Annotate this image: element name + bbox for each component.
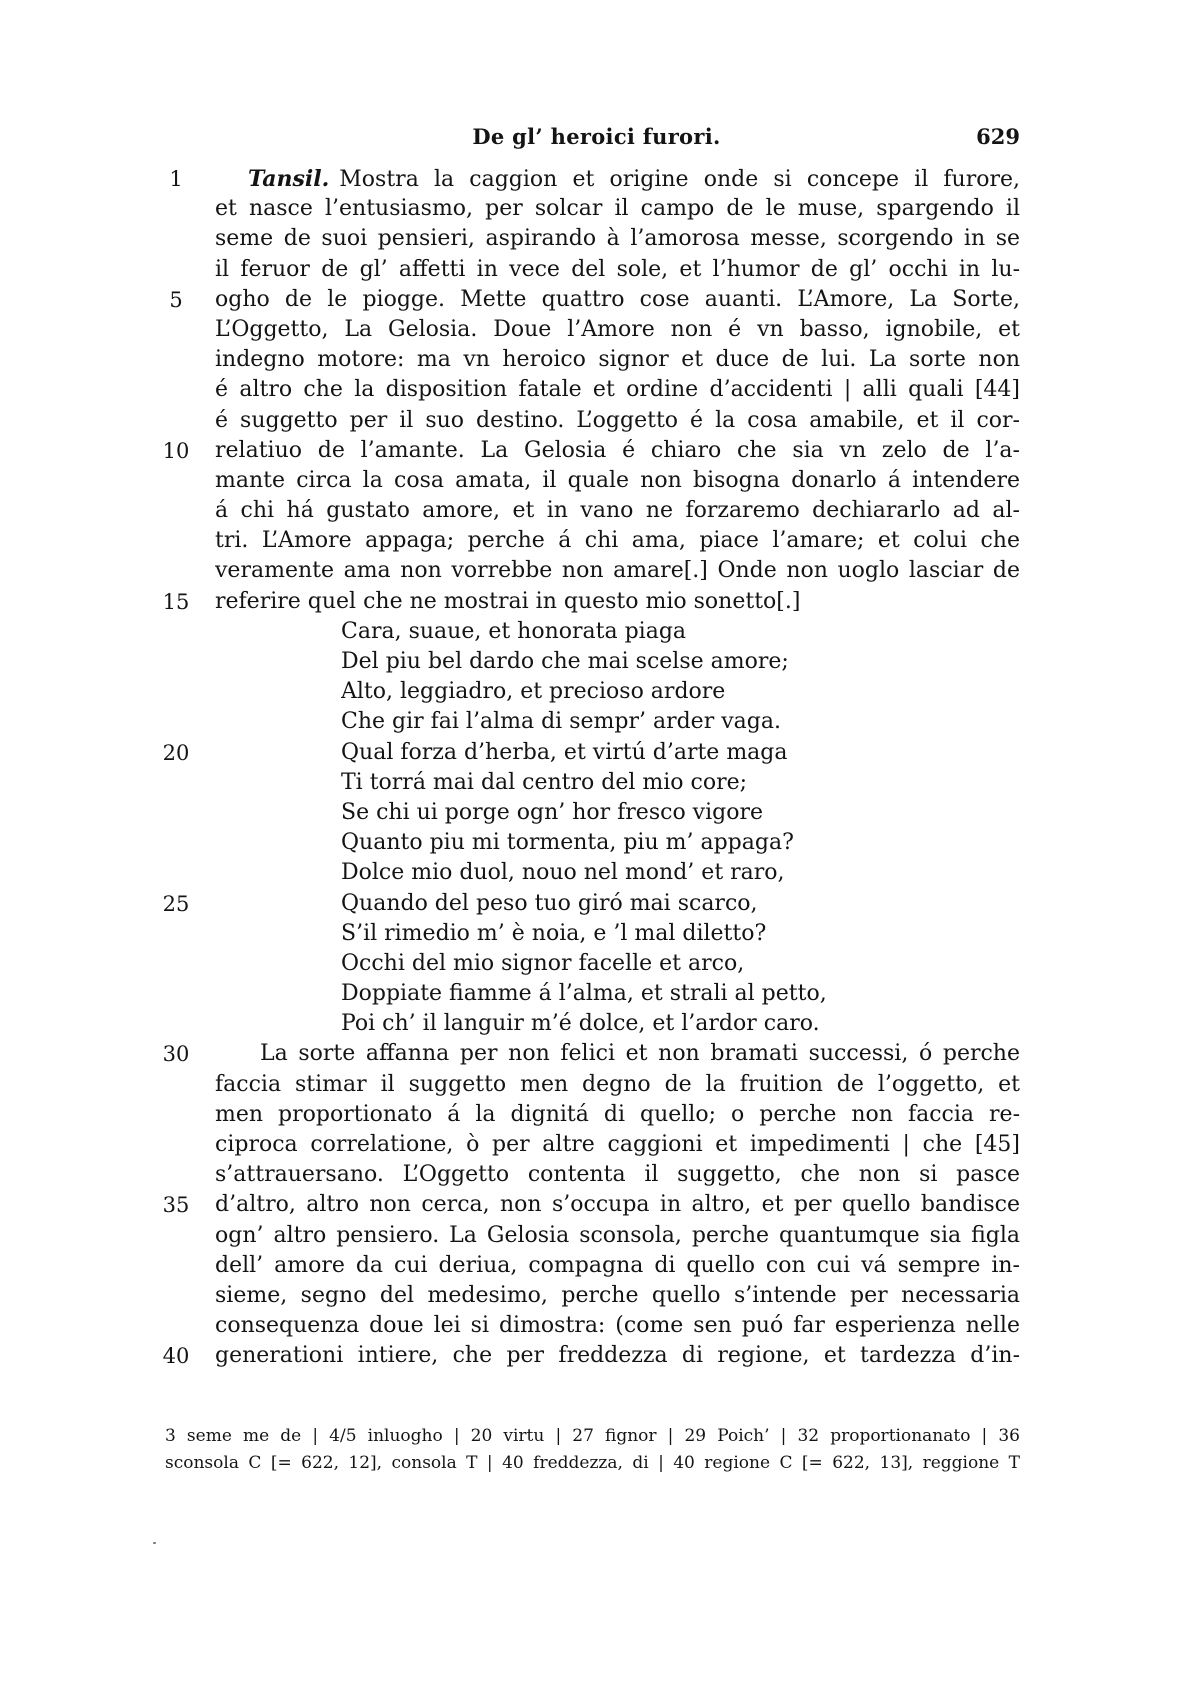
line-text: é altro che la disposition fatale et ordine d’accidenti | alli quali [44] [215, 377, 1020, 403]
main-text [0, 164, 1193, 1372]
line-text: indegno motore: ma vn heroico signor et duce de lui. La sorte non [215, 347, 1020, 373]
line-number: 35 [162, 1193, 190, 1218]
line-text: La sorte affanna per non felici et non bramati successi, ó perche [260, 1041, 1020, 1067]
line-text: veramente ama non vorrebbe non amare[.] Onde non uoglo lasciar de [215, 558, 1020, 584]
verse-text: Del piu bel dardo che mai scelse amore; [341, 649, 789, 674]
verse-text: Dolce mio duol, nouo nel mond’ et raro, [341, 860, 785, 886]
verse-line [0, 647, 1193, 677]
speaker-name: Tansil. [248, 166, 330, 192]
line-text: il feruor de gl’ affetti in vece del sole, et l’humor de gl’ occhi in lu- [215, 256, 1020, 282]
prose-line [0, 1190, 1193, 1220]
prose-line [0, 1100, 1193, 1130]
line-text: mante circa la cosa amata, il quale non bisogna donarlo á intendere [215, 467, 1020, 493]
prose-line [0, 194, 1193, 224]
prose-line [0, 1160, 1193, 1190]
line-text: d’altro, altro non cerca, non s’occupa in altro, et per quello bandisce [215, 1192, 1020, 1218]
line-number: 25 [162, 891, 190, 916]
line-text: ogn’ altro pensiero. La Gelosia sconsola, perche quantumque sia figla [215, 1222, 1020, 1248]
verse-line [0, 828, 1193, 858]
prose-block-2 [0, 1039, 1193, 1371]
line-text: tri. L’Amore appaga; perche á chi ama, piace l’amare; et colui che [215, 528, 1020, 554]
line-text: ogho de le piogge. Mette quattro cose auanti. L’Amore, La Sorte, [215, 286, 1020, 312]
prose-line [0, 255, 1193, 285]
line-text: dell’ amore da cui deriua, compagna di quello con cui vá sempre in- [215, 1252, 1020, 1278]
line-text: á chi há gustato amore, et in vano ne forzaremo dechiararlo ad al- [215, 498, 1020, 524]
critical-apparatus [165, 1423, 1020, 1477]
prose-line [0, 496, 1193, 526]
prose-line [0, 375, 1193, 405]
verse-line [0, 858, 1193, 888]
line-number: 30 [162, 1042, 190, 1067]
verse-text: Alto, leggiadro, et precioso ardore [341, 679, 726, 705]
sonnet [0, 617, 1193, 1040]
line-text: men proportionato á la dignitá di quello; o perche non faccia re- [215, 1101, 1020, 1127]
prose-line [0, 1251, 1193, 1281]
verse-text: Occhi del mio signor facelle et arco, [341, 950, 745, 976]
prose-line [0, 345, 1193, 375]
prose-line [0, 406, 1193, 436]
prose-line [0, 1341, 1193, 1371]
verse-line [0, 919, 1193, 949]
prose-line [0, 526, 1193, 556]
prose-block-1 [0, 164, 1193, 617]
verse-line [0, 949, 1193, 979]
verse-line [0, 1009, 1193, 1039]
verse-line [0, 798, 1193, 828]
prose-line [0, 1281, 1193, 1311]
line-text: referire quel che ne mostrai in questo mio sonetto[.] [215, 588, 801, 614]
prose-line [0, 224, 1193, 254]
prose-line [0, 285, 1193, 315]
line-number: 40 [162, 1344, 190, 1369]
line-text: et nasce l’entusiasmo, per solcar il campo de le muse, spargendo il [215, 196, 1020, 222]
line-text: sieme, segno del medesimo, perche quello s’intende per necessaria [215, 1282, 1020, 1308]
prose-line [0, 1221, 1193, 1251]
line-text: Mostra la caggion et origine onde si concepe il furore, [339, 167, 1020, 192]
line-number: 20 [162, 740, 190, 765]
verse-text: Che gir fai l’alma di sempr’ arder vaga. [341, 709, 781, 735]
verse-line [0, 617, 1193, 647]
prose-line [0, 587, 1193, 617]
ink-speck [153, 1542, 156, 1544]
verse-text: Cara, suaue, et honorata piaga [341, 618, 687, 644]
apparatus-line: 3 seme me de | 4/5 inluogho | 20 virtu | 27 fignor | 29 Poich’ | 32 proportionanato | 36 [165, 1426, 1020, 1446]
verse-text: Quanto piu mi tormenta, piu m’ appaga? [341, 830, 794, 856]
line-text: seme de suoi pensieri, aspirando à l’amorosa messe, scorgendo in se [215, 226, 1020, 252]
running-title: De gl’ heroici furori. [472, 124, 721, 149]
line-text: é suggetto per il suo destino. L’oggetto é la cosa amabile, et il cor- [215, 407, 1020, 433]
verse-line [0, 707, 1193, 737]
verse-line [0, 889, 1193, 919]
verse-line [0, 768, 1193, 798]
line-number: 15 [162, 589, 190, 614]
verse-line [0, 979, 1193, 1009]
verse-line [0, 738, 1193, 768]
verse-text: Ti torrá mai dal centro del mio core; [341, 769, 748, 795]
verse-text: Se chi ui porge ogn’ hor fresco vigore [341, 799, 764, 825]
line-text: s’attrauersano. L’Oggetto contenta il suggetto, che non si pasce [215, 1162, 1020, 1188]
verse-text: Doppiate fiamme á l’alma, et strali al petto, [341, 981, 827, 1007]
verse-line [0, 677, 1193, 707]
prose-line [0, 1070, 1193, 1100]
line-text: relatiuo de l’amante. La Gelosia é chiaro che sia vn zelo de l’a- [215, 437, 1020, 463]
line-number: 1 [169, 167, 183, 191]
verse-text: Quando del peso tuo giró mai scarco, [341, 890, 758, 916]
line-text: consequenza doue lei si dimostra: (come sen puó far esperienza nelle [215, 1313, 1020, 1339]
verse-text: S’il rimedio m’ è noia, e ’l mal diletto? [341, 920, 767, 946]
prose-line [0, 1130, 1193, 1160]
line-number: 10 [162, 438, 190, 463]
prose-line [0, 1311, 1193, 1341]
line-text [248, 164, 1020, 195]
line-text: faccia stimar il suggetto men degno de la fruition de l’oggetto, et [215, 1071, 1020, 1097]
prose-line [0, 466, 1193, 496]
prose-line [0, 1039, 1193, 1069]
line-text: L’Oggetto, La Gelosia. Doue l’Amore non é vn basso, ignobile, et [215, 316, 1020, 342]
apparatus-line: sconsola C [= 622, 12], consola T | 40 freddezza, di | 40 regione C [= 622, 13], reggione T [165, 1453, 1020, 1473]
line-text: ciproca correlatione, ò per altre caggioni et impedimenti | che [45] [215, 1132, 1020, 1157]
prose-line [0, 315, 1193, 345]
verse-text: Poi ch’ il languir m’é dolce, et l’ardor caro. [341, 1011, 820, 1037]
prose-line [0, 436, 1193, 466]
line-text: generationi intiere, che per freddezza di regione, et tardezza d’in- [215, 1343, 1020, 1369]
page-number: 629 [976, 124, 1020, 149]
line-number: 5 [169, 287, 183, 312]
prose-line [0, 556, 1193, 586]
prose-line [0, 164, 1193, 194]
verse-text: Qual forza d’herba, et virtú d’arte maga [341, 739, 788, 765]
